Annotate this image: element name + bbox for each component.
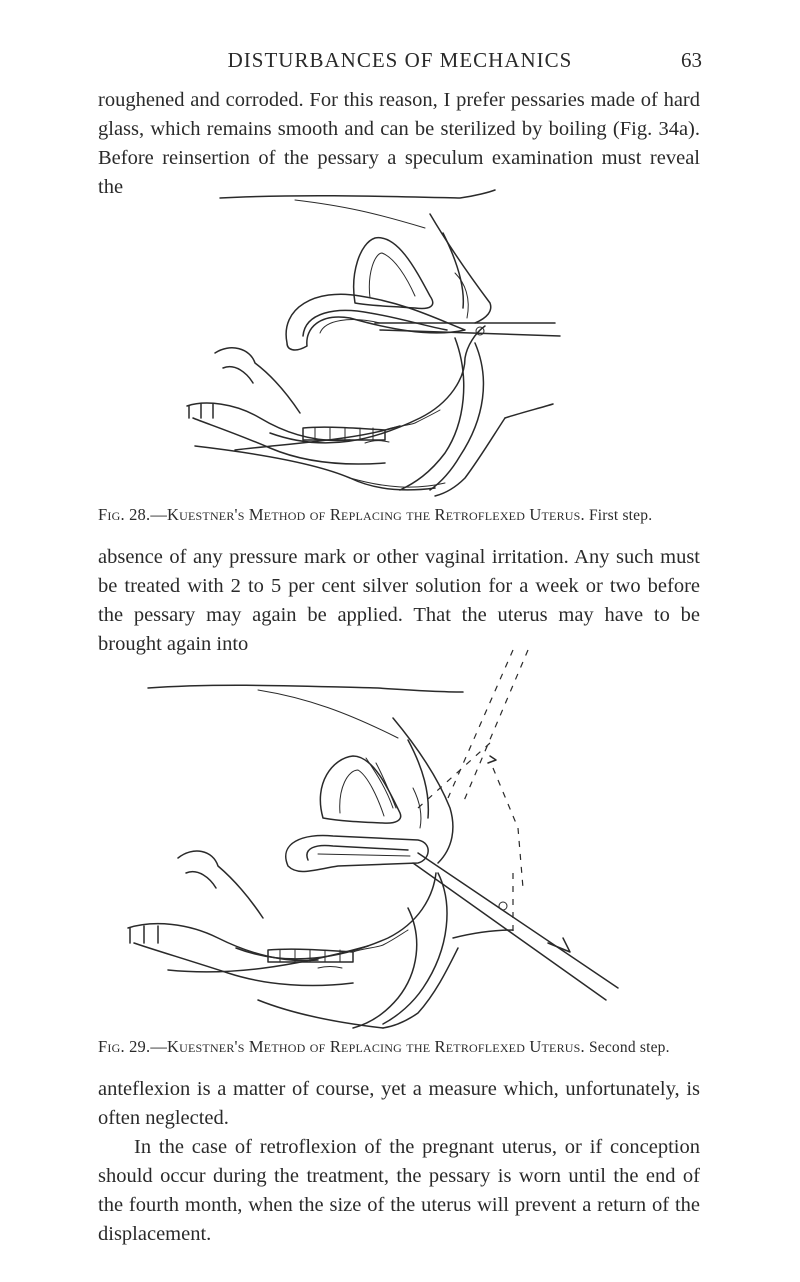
- paragraph-4: In the case of retroflexion of the pregnant uterus, or if conception should occur during the treatment, the pessary is worn until the end of the fourth month, when the size of the uterus will prevent a return of the displacement.: [98, 1136, 700, 1245]
- running-header: [0, 48, 800, 78]
- figure-28-step: First step.: [588, 507, 653, 524]
- figure-28-illustration: [175, 178, 565, 498]
- figure-28-caption: [98, 505, 718, 525]
- figure-29-caption: [98, 1037, 718, 1057]
- figure-29-illustration: [118, 648, 638, 1030]
- paragraph-3: anteflexion is a matter of course, yet a measure which, unfortunately, is often neglected.: [98, 1078, 700, 1129]
- figure-28-label: Fig. 28.: [98, 505, 151, 524]
- paragraph-2: absence of any pressure mark or other vaginal irritation. Any such must be treated with 2 to 5 per cent silver solution for a week or two before the pessary may again be applied. That the uterus may have to be brought again into: [98, 546, 700, 655]
- page-number: 63: [681, 48, 702, 72]
- figure-29-label: Fig. 29.: [98, 1037, 151, 1056]
- figure-28-title: —Kuestner's Method of Replacing the Retroflexed Uterus.: [150, 505, 585, 524]
- figure-29-title: —Kuestner's Method of Replacing the Retroflexed Uterus.: [150, 1037, 585, 1056]
- running-title: DISTURBANCES OF MECHANICS: [227, 48, 573, 72]
- paragraph-1: roughened and corroded. For this reason, I prefer pessaries made of hard glass, which remains smooth and can be sterilized by boiling (Fig. 34a). Before reinsertion of the pessary a speculum examination must reveal the: [98, 89, 700, 198]
- figure-29-step: Second step.: [588, 1039, 670, 1056]
